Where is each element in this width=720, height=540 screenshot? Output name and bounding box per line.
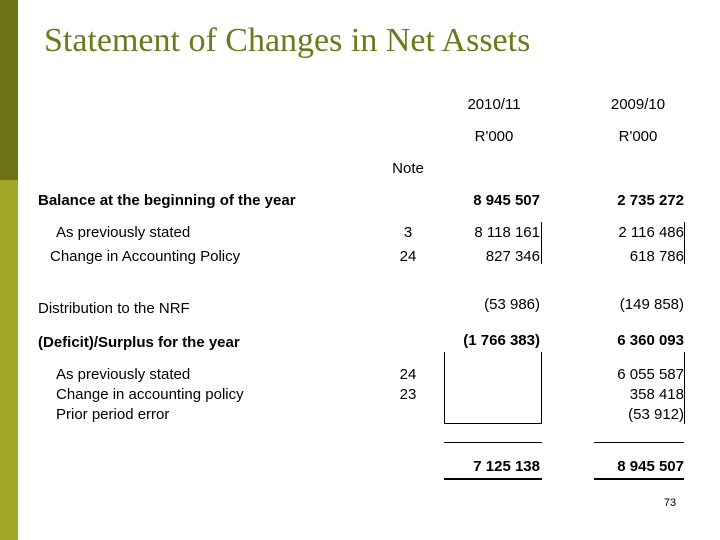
row-label-deficit: (Deficit)/Surplus for the year bbox=[38, 334, 240, 351]
note-sub-change-policy: 23 bbox=[399, 386, 417, 403]
note-prev-stated: 3 bbox=[403, 224, 413, 241]
value-2010-distribution: (149 858) bbox=[619, 296, 684, 313]
bracket-line-2010 bbox=[684, 222, 685, 264]
note-sub-prev-stated: 24 bbox=[399, 366, 417, 383]
value-2011-balance: 8 945 507 bbox=[473, 192, 540, 209]
row-label-sub-prev-stated: As previously stated bbox=[56, 366, 191, 383]
accent-bar-top bbox=[0, 0, 18, 180]
value-2010-sub-prior-error: (53 912) bbox=[628, 406, 684, 423]
row-label-prev-stated: As previously stated bbox=[56, 224, 191, 241]
value-2011-total: 7 125 138 bbox=[473, 458, 540, 475]
total-rule-2010 bbox=[594, 442, 684, 443]
value-2011-prev-stated: 8 118 161 bbox=[474, 224, 540, 241]
value-2010-deficit: 6 360 093 bbox=[617, 332, 684, 349]
empty-box-bottom bbox=[444, 423, 542, 424]
unit-header-2011: R'000 bbox=[474, 128, 514, 145]
note-change-policy: 24 bbox=[399, 248, 417, 265]
value-2010-change-policy: 618 786 bbox=[629, 248, 684, 265]
value-2010-sub-prev-stated: 6 055 587 bbox=[617, 366, 684, 383]
empty-box-right bbox=[541, 352, 542, 424]
row-label-sub-change-policy: Change in accounting policy bbox=[56, 386, 244, 403]
column-header-2011: 2010/11 bbox=[467, 96, 521, 113]
total-underline-2010 bbox=[594, 478, 684, 480]
empty-box-left bbox=[444, 352, 445, 424]
accent-bar-bottom bbox=[0, 180, 18, 540]
value-2011-change-policy: 827 346 bbox=[485, 248, 540, 265]
note-header: Note bbox=[392, 160, 424, 177]
value-2010-balance: 2 735 272 bbox=[617, 192, 684, 209]
slide-title: Statement of Changes in Net Assets bbox=[44, 22, 531, 59]
column-header-2010: 2009/10 bbox=[610, 96, 666, 113]
unit-header-2010: R'000 bbox=[618, 128, 658, 145]
bracket-line-2011 bbox=[541, 222, 542, 264]
row-label-balance: Balance at the beginning of the year bbox=[38, 192, 296, 209]
page-number: 73 bbox=[663, 497, 677, 509]
row-label-change-policy: Change in Accounting Policy bbox=[50, 248, 241, 265]
bracket-line-2010-sub bbox=[684, 352, 685, 424]
total-underline-2011 bbox=[444, 478, 542, 480]
value-2010-sub-change-policy: 358 418 bbox=[629, 386, 684, 403]
row-label-sub-prior-error: Prior period error bbox=[56, 406, 170, 423]
value-2010-total: 8 945 507 bbox=[617, 458, 684, 475]
value-2011-deficit: (1 766 383) bbox=[463, 332, 540, 349]
value-2011-distribution: (53 986) bbox=[484, 296, 540, 313]
row-label-distribution: Distribution to the NRF bbox=[38, 300, 190, 317]
total-rule-2011 bbox=[444, 442, 542, 443]
value-2010-prev-stated: 2 116 486 bbox=[618, 224, 684, 241]
